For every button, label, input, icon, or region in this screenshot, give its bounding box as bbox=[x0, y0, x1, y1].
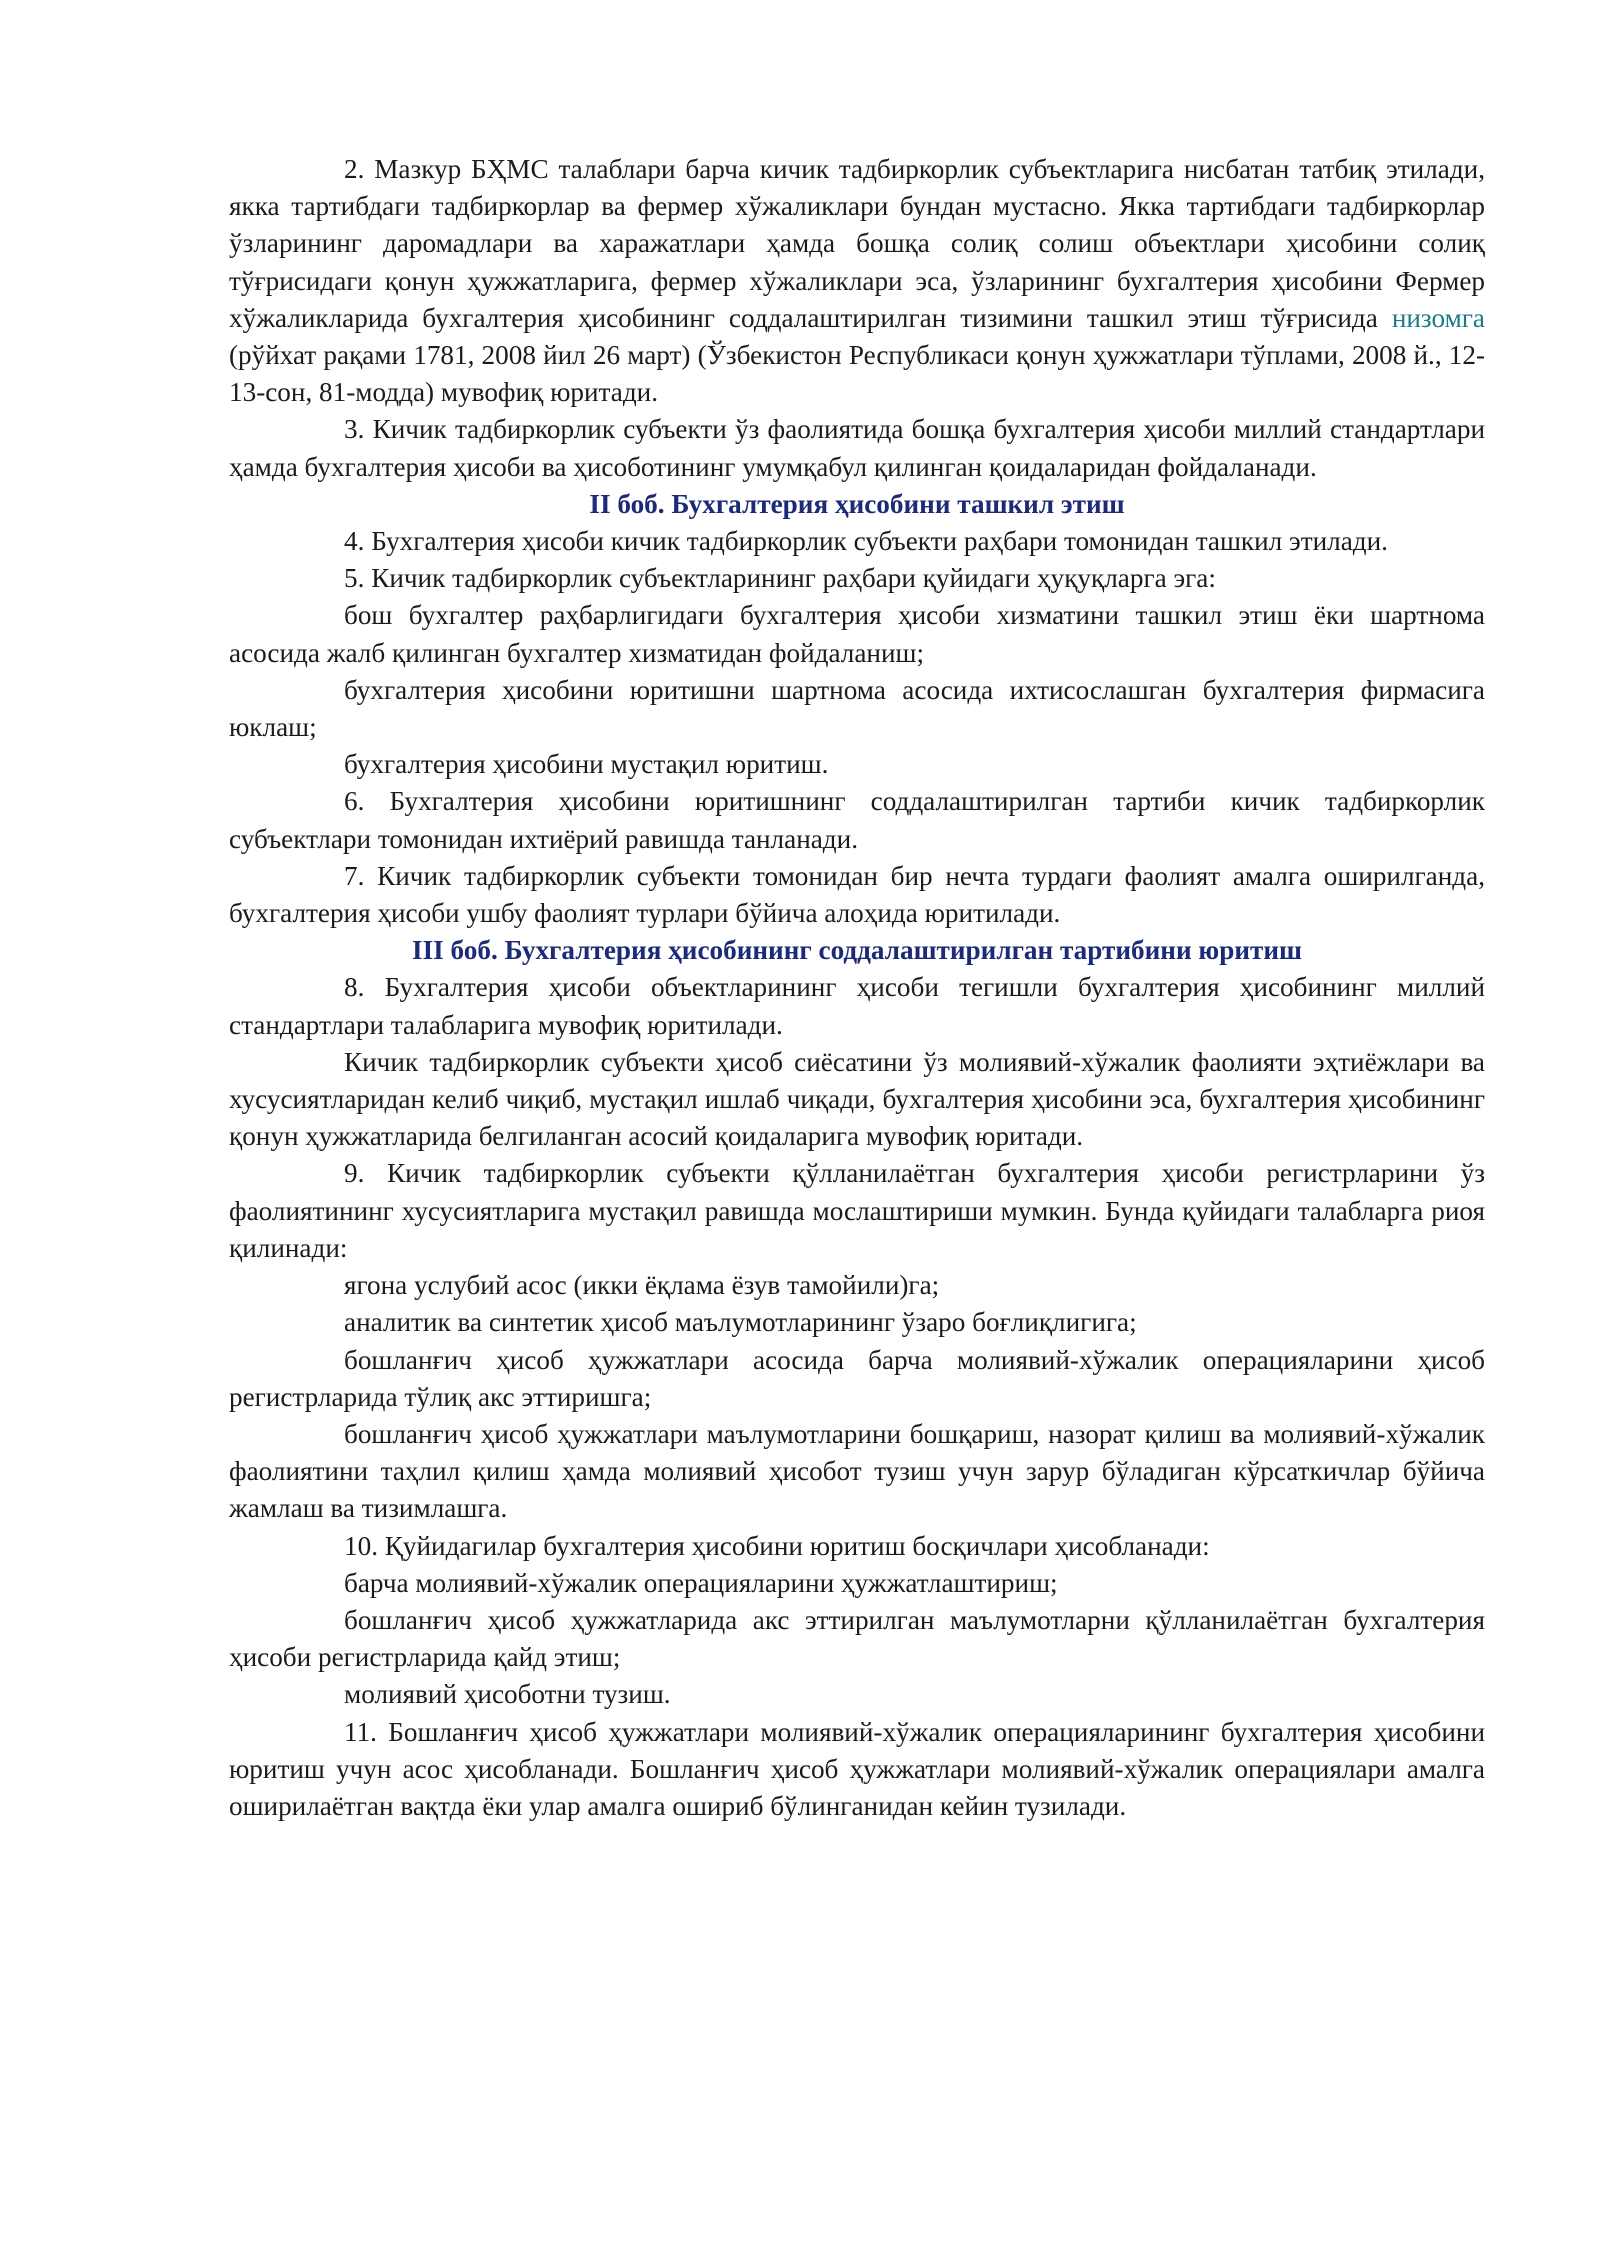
paragraph-11: 11. Бошланғич ҳисоб ҳужжатлари молиявий-хўжалик операцияларининг бухгалтерия ҳисобини юритиш учун асос ҳисобланади. Бошланғич ҳисоб ҳужжатлари молиявий-хўжалик операциялари амалга оширилаётган вақтда ёки улар амалга ошириб бўлинганидан кейин тузилади. bbox=[229, 1716, 1485, 1821]
paragraph-9-item-2: аналитик ва синтетик ҳисоб маълумотларининг ўзаро боғлиқлигига; bbox=[344, 1307, 1137, 1338]
chapter-3-heading: III боб. Бухгалтерия ҳисобининг соддалаштирилган тартибини юритиш bbox=[412, 935, 1302, 966]
paragraph-2-text-end: (рўйхат рақами 1781, 2008 йил 26 март) (Ўзбекистон Республикаси қонун ҳужжатлари тўплами, 2008 й., 12-13-сон, 81-модда) мувофиқ юритади. bbox=[229, 340, 1485, 408]
paragraph-7: 7. Кичик тадбиркорлик субъекти томонидан бир нечта турдаги фаолият амалга оширилганда, бухгалтерия ҳисоби ушбу фаолият турлари бўйича алоҳида юритилади. bbox=[229, 860, 1485, 929]
paragraph-10-item-3: молиявий ҳисоботни тузиш. bbox=[344, 1679, 671, 1710]
paragraph-8: 8. Бухгалтерия ҳисоби объектларининг ҳисоби тегишли бухгалтерия ҳисобининг миллий стандартлари талабларига мувофиқ юритилади. bbox=[229, 972, 1485, 1040]
paragraph-3: 3. Кичик тадбиркорлик субъекти ўз фаолиятида бошқа бухгалтерия ҳисоби миллий стандартлари ҳамда бухгалтерия ҳисоби ва ҳисоботининг умумқабул қилинган қоидаларидан фойдаланади. bbox=[229, 414, 1485, 482]
paragraph-9: 9. Кичик тадбиркорлик субъекти қўлланилаётган бухгалтерия ҳисоби регистрларини ўз фаолиятининг хусусиятларига мустақил равишда мослаштириши мумкин. Бунда қуйидаги талабларга риоя қилинади: bbox=[229, 1158, 1485, 1263]
paragraph-6: 6. Бухгалтерия ҳисобини юритишнинг соддалаштирилган тартиби кичик тадбиркорлик субъектлари томонидан ихтиёрий равишда танланади. bbox=[229, 786, 1485, 854]
paragraph-4: 4. Бухгалтерия ҳисоби кичик тадбиркорлик субъекти раҳбари томонидан ташкил этилади. bbox=[344, 526, 1388, 557]
paragraph-10-item-1: барча молиявий-хўжалик операцияларини ҳужжатлаштириш; bbox=[344, 1567, 1058, 1598]
paragraph-10: 10. Қуйидагилар бухгалтерия ҳисобини юритиш босқичлари ҳисобланади: bbox=[344, 1530, 1210, 1561]
paragraph-2 bbox=[229, 151, 1485, 411]
chapter-2-heading: II боб. Бухгалтерия ҳисобини ташкил этиш bbox=[589, 488, 1125, 519]
paragraph-5-item-3: бухгалтерия ҳисобини мустақил юритиш. bbox=[344, 749, 829, 780]
regulation-link[interactable]: низомга bbox=[1391, 302, 1485, 333]
paragraph-5: 5. Кичик тадбиркорлик субъектларининг раҳбари қуйидаги ҳуқуқларга эга: bbox=[344, 563, 1216, 594]
paragraph-5-item-1: бош бухгалтер раҳбарлигидаги бухгалтерия ҳисоби хизматини ташкил этиш ёки шартнома асосида жалб қилинган бухгалтер хизматидан фойдаланиш; bbox=[229, 600, 1485, 668]
paragraph-5-item-2: бухгалтерия ҳисобини юритишни шартнома асосида ихтисослашган бухгалтерия фирмасига юклаш; bbox=[229, 674, 1485, 743]
paragraph-10-item-2: бошланғич ҳисоб ҳужжатларида акс эттирилган маълумотларни қўлланилаётган бухгалтерия ҳисоби регистрларида қайд этиш; bbox=[229, 1604, 1485, 1673]
paragraph-9-item-1: ягона услубий асос (икки ёқлама ёзув тамойили)га; bbox=[344, 1270, 940, 1301]
paragraph-2-text-start: 2. Мазкур БҲМС талаблари барча кичик тадбиркорлик субъектларига нисбатан татбиқ этилади, якка тартибдаги тадбиркорлар ва фермер хўжаликлари бундан мустасно. Якка тартибдаги тадбиркорлар ўзларининг даромадлари ва харажатлари ҳамда бошқа солиқ солиш объектлари ҳисобини солиқ тўғрисидаги қонун ҳужжатларига, фермер хўжаликлари эса, ўзларининг бухгалтерия ҳисобини Фермер хўжаликларида бухгалтерия ҳисобининг соддалаштирилган тизимини ташкил этиш тўғрисида bbox=[229, 154, 1485, 333]
paragraph-9-item-4: бошланғич ҳисоб ҳужжатлари маълумотларини бошқариш, назорат қилиш ва молиявий-хўжалик фаолиятини таҳлил қилиш ҳамда молиявий ҳисобот тузиш учун зарур бўладиган кўрсаткичлар бўйича жамлаш ва тизимлашга. bbox=[229, 1418, 1485, 1524]
paragraph-8-continuation: Кичик тадбиркорлик субъекти ҳисоб сиёсатини ўз молиявий-хўжалик фаолияти эҳтиёжлари ва хусусиятларидан келиб чиқиб, мустақил ишлаб чиқади, бухгалтерия ҳисобини эса, бухгалтерия ҳисобининг қонун ҳужжатларида белгиланган асосий қоидаларига мувофиқ юритади. bbox=[229, 1046, 1485, 1152]
paragraph-9-item-3: бошланғич ҳисоб ҳужжатлари асосида барча молиявий-хўжалик операцияларини ҳисоб регистрларида тўлиқ акс эттиришга; bbox=[229, 1344, 1485, 1412]
